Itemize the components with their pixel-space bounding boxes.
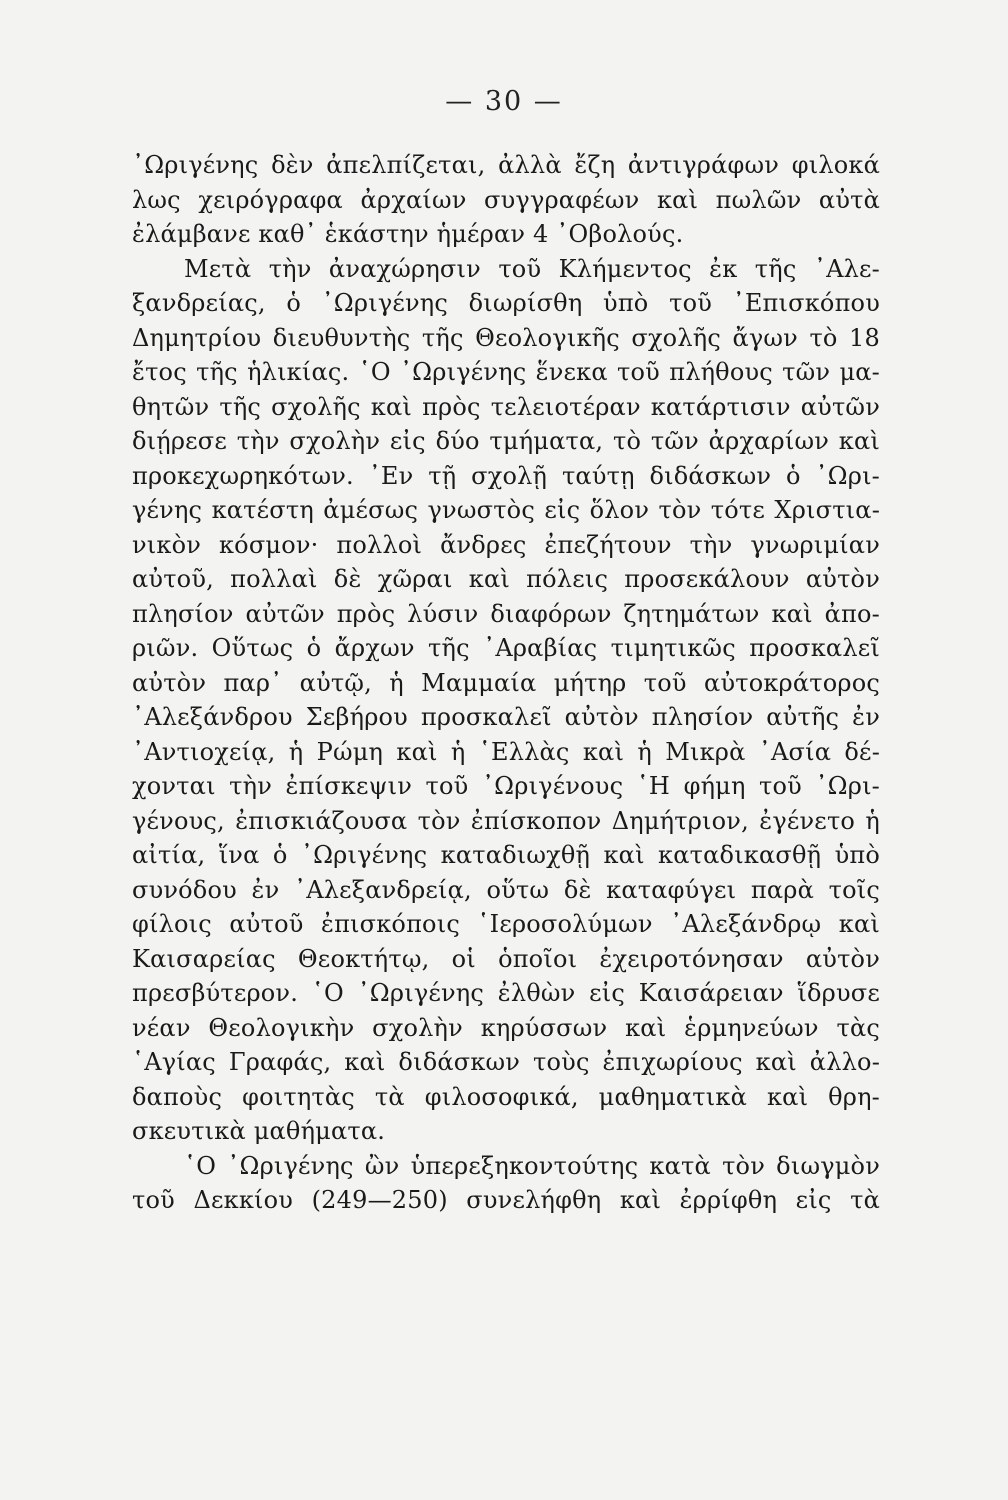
text-line: πλησίον αὐτῶν πρὸς λύσιν διαφόρων ζητημάτων καὶ ἀπο- <box>132 599 880 628</box>
text-line: χονται τὴν ἐπίσκεψιν τοῦ ᾿Ωριγένους ῾Η φήμη τοῦ ᾿Ωρι- <box>132 772 880 800</box>
text-line: λως χειρόγραφα ἀρχαίων συγγραφέων καὶ πωλῶν αὐτὰ <box>132 185 880 214</box>
page-number: — 30 — <box>445 86 563 117</box>
text-line: ῾Ο ᾿Ωριγένης ὢν ὑπερεξηκοντούτης κατὰ τὸν διωγμὸν <box>184 1151 880 1180</box>
text-line: γένης κατέστη ἀμέσως γνωστὸς εἰς ὅλον τὸν τότε Χριστια- <box>132 496 880 524</box>
text-line: προκεχωρηκότων. ᾿Εν τῇ σχολῇ ταύτῃ διδάσκων ὁ ᾿Ωρι- <box>132 461 880 490</box>
text-line: τοῦ Δεκκίου (249—250) συνελήφθη καὶ ἐρρίφθη εἰς τὰ <box>132 1186 880 1214</box>
text-line: ριῶν. Οὕτως ὁ ἄρχων τῆς ᾿Αραβίας τιμητικῶς προσκαλεῖ <box>132 634 880 662</box>
text-line: ἔτος τῆς ἡλικίας. ῾Ο ᾿Ωριγένης ἕνεκα τοῦ πλήθους τῶν μα- <box>132 358 880 386</box>
text-line: δαποὺς φοιτητὰς τὰ φιλοσοφικά, μαθηματικὰ καὶ θρη- <box>132 1082 880 1111</box>
text-line: ξανδρείας, ὁ ᾿Ωριγένης διωρίσθη ὑπὸ τοῦ ᾿Επισκόπου <box>132 289 880 317</box>
text-line: αὐτοῦ, πολλαὶ δὲ χῶραι καὶ πόλεις προσεκάλουν αὐτὸν <box>132 565 880 593</box>
text-line: συνόδου ἐν ᾿Αλεξανδρείᾳ, οὕτω δὲ καταφύγει παρὰ τοῖς <box>132 875 880 904</box>
text-line: ᾿Ωριγένης δὲν ἀπελπίζεται, ἀλλὰ ἔζη ἀντιγράφων φιλοκά <box>132 151 880 179</box>
text-line: ᾿Αντιοχείᾳ, ἡ Ρώμη καὶ ἡ ῾Ελλὰς καὶ ἡ Μικρὰ ᾿Ασία δέ- <box>132 737 880 766</box>
body-text <box>132 148 880 1218</box>
text-line: γένους, ἐπισκιάζουσα τὸν ἐπίσκοπον Δημήτριον, ἐγένετο ἡ <box>132 806 880 835</box>
text-line: νικὸν κόσμον· πολλοὶ ἄνδρες ἐπεζήτουν τὴν γνωριμίαν <box>132 530 880 559</box>
text-line: αὐτὸν παρ᾿ αὐτῷ, ἡ Μαμμαία μήτηρ τοῦ αὐτοκράτορος <box>132 668 880 697</box>
text-line: φίλοις αὐτοῦ ἐπισκόποις ῾Ιεροσολύμων ᾿Αλεξάνδρῳ καὶ <box>132 910 880 938</box>
text-line: Καισαρείας Θεοκτήτῳ, οἱ ὁποῖοι ἐχειροτόνησαν αὐτὸν <box>132 944 880 973</box>
text-line: διῄρεσε τὴν σχολὴν εἰς δύο τμήματα, τὸ τῶν ἀρχαρίων καὶ <box>132 427 880 455</box>
text-line: Δημητρίου διευθυντὴς τῆς Θεολογικῆς σχολῆς ἄγων τὸ 18 <box>132 323 880 352</box>
text-line: ἐλάμβανε καθ᾿ ἑκάστην ἡμέραν 4 ᾿Οβολούς. <box>132 220 684 248</box>
text-line: ῾Αγίας Γραφάς, καὶ διδάσκων τοὺς ἐπιχωρίους καὶ ἀλλο- <box>132 1048 880 1076</box>
text-line: αἰτία, ἵνα ὁ ᾿Ωριγένης καταδιωχθῇ καὶ καταδικασθῇ ὑπὸ <box>132 841 880 869</box>
text-line: νέαν Θεολογικὴν σχολὴν κηρύσσων καὶ ἑρμηνεύων τὰς <box>132 1013 880 1042</box>
text-line: Μετὰ τὴν ἀναχώρησιν τοῦ Κλήμεντος ἐκ τῆς ᾿Αλε- <box>184 254 880 283</box>
text-line: θητῶν τῆς σχολῆς καὶ πρὸς τελειοτέραν κατάρτισιν αὐτῶν <box>132 392 880 421</box>
text-line: ᾿Αλεξάνδρου Σεβήρου προσκαλεῖ αὐτὸν πλησίον αὐτῆς ἐν <box>132 703 880 731</box>
text-line: σκευτικὰ μαθήματα. <box>132 1117 386 1145</box>
text-line: πρεσβύτερον. ῾Ο ᾿Ωριγένης ἐλθὼν εἰς Καισάρειαν ἵδρυσε <box>132 979 880 1007</box>
